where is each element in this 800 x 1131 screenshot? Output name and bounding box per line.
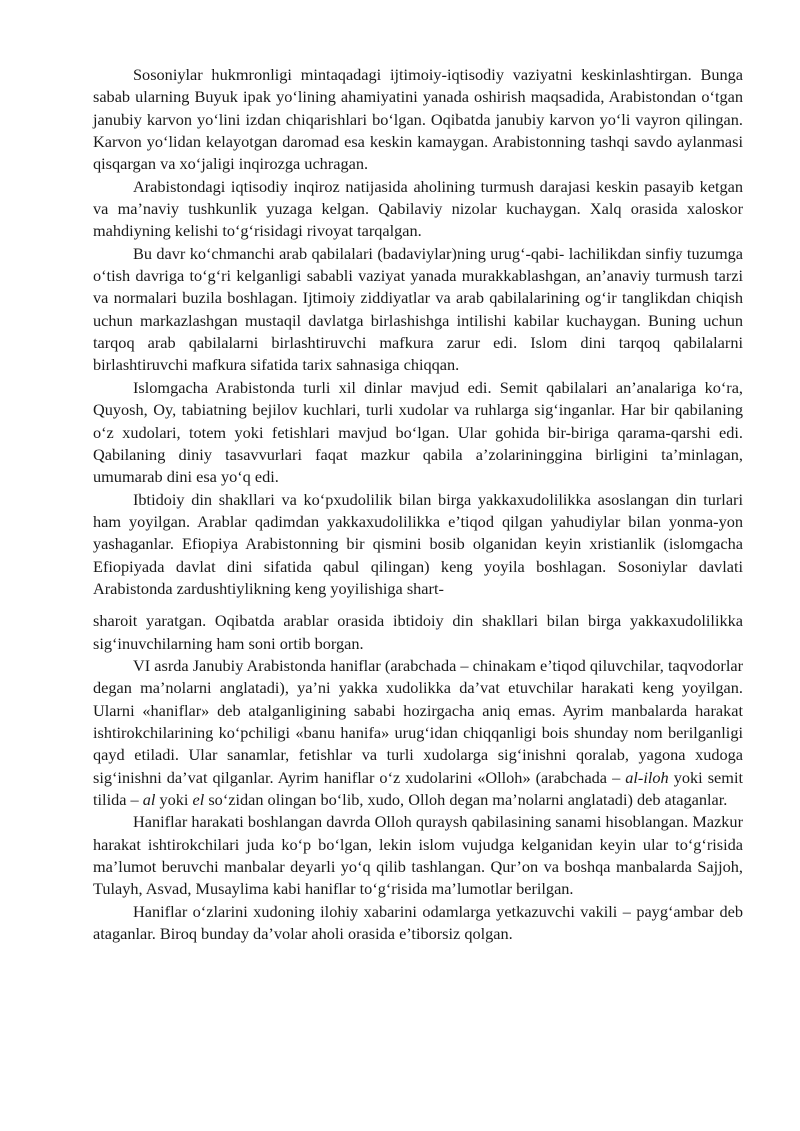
paragraph-haniflar-movement <box>93 655 743 811</box>
term-al: al <box>142 790 156 809</box>
hanif-text-part3: yoki <box>155 790 193 809</box>
paragraph-haniflar-sources: Haniflar harakati boshlangan davrda Olloh quraysh qabilasining sanami hisoblangan. Mazkur harakat ishtirokchilari juda ko‘p bo‘lgan, lekin islom vujudga kelganidan keyin ular to‘g‘risida ma’lumot beruvchi manbalar deyarli yo‘q qilib tashlangan. Qur’on va boshqa manbalarda Sajjoh, Tulayh, Asvad, Musaylima kabi haniflar to‘g‘risida ma’lumotlar berilgan. <box>93 812 743 899</box>
paragraph-monotheism-spread: Ibtidoiy din shakllari va ko‘pxudolilik bilan birga yakkaxudolilikka asoslangan din turlari ham yoyilgan. Arablar qadimdan yakkaxudolilikka e’tiqod qilgan yahudiylar bilan yonma-yon yashaganlar. Efiopiya Arabistonning bir qismini bosib olganidan keyin xristianlik (islomgacha Efiopiyada davlat dini sifatida qabul qilingan) keng yoyila boshlagan. Sosoniylar davlati Arabistonda zardushtiylikning keng yoyilishiga shart- <box>93 489 743 598</box>
paragraph-continuation: sharoit yaratgan. Oqibatda arablar orasida ibtidoiy din shakllari bilan birga yakkaxudolilikka sig‘inuvchilarning ham soni ortib borgan. <box>93 611 743 653</box>
paragraph-economic-crisis: Arabistondagi iqtisodiy inqiroz natijasida aholining turmush darajasi keskin pasayib ketgan va ma’naviy tushkunlik yuzaga kelgan. Qabilaviy nizolar kuchaygan. Xalq orasida xaloskor mahdiyning kelishi to‘g‘risidagi rivoyat tarqalgan. <box>93 176 743 241</box>
hanif-text-part1: VI asrda Janubiy Arabistonda haniflar (arabchada – chinakam e’tiqod qiluvchilar, taqvodorlar degan ma’nolarni anglatadi), ya’ni yakka xudolikka da’vat etuvchilar harakati keng yoyilgan. Ularni «haniflar» deb atalganligining sababi hozirgacha aniq emas. Ayrim manbalarda harakat ishtirokchilarining ko‘pchiligi «banu hanifa» urug‘idan chiqqanligi bois shunday nom berilganligi qayd etiladi. Ular sanamlar, fetishlar va turli xudolarga sig‘inishni qoralab, yagona xudoga sig‘inishni da’vat qilganlar. Ayrim haniflar o‘z xudolarini «Olloh» (arabchada – <box>93 655 743 787</box>
paragraph-sasanid-rule: Sosoniylar hukmronligi mintaqadagi ijtimoiy-iqtisodiy vaziyatni keskinlashtirgan. Bunga sabab ularning Buyuk ipak yo‘lining ahamiyatini yanada oshirish maqsadida, Arabistondan o‘tgan janubiy karvon yo‘lini izdan chiqarishlari bo‘lgan. Oqibatda janubiy karvon yo‘li vayron qilingan. Karvon yo‘lidan kelayotgan daromad esa keskin kamaygan. Arabistonning tashqi savdo aylanmasi qisqargan va xo‘jaligi inqirozga uchragan. <box>93 65 743 174</box>
term-al-iloh: al-iloh <box>625 767 669 787</box>
paragraph-pre-islamic-religions: Islomgacha Arabistonda turli xil dinlar mavjud edi. Semit qabilalari an’analariga ko‘ra, Quyosh, Oy, tabiatning bejilov kuchlari, turli xudolar va ruhlarga sig‘inganlar. Har bir qabilaning o‘z xudolari, totem yoki fetishlari mavjud bo‘lgan. Ular gohida bir-biriga qarama-qarshi edi. Qabilaning diniy tasavvurlari faqat mazkur qabila a’zolarininggina birligini ta’minlagan, umumarab dini esa yo‘q edi. <box>93 377 743 487</box>
hanif-text-part4: so‘zidan olingan bo‘lib, xudo, Olloh degan ma’nolarni anglatadi) deb ataganlar. <box>204 790 728 809</box>
term-el: el <box>192 790 205 809</box>
paragraph-haniflar-prophets: Haniflar o‘zlarini xudoning ilohiy xabarini odamlarga yetkazuvchi vakili – payg‘ambar deb ataganlar. Biroq bunday da’volar aholi orasida e’tiborsiz qolgan. <box>93 901 743 944</box>
paragraph-nomadic-tribes: Bu davr ko‘chmanchi arab qabilalari (badaviylar)ning urug‘-qabi- lachilikdan sinfiy tuzumga o‘tish davriga to‘g‘ri kelganligi sababli vaziyat yanada murakkablashgan, an’anaviy turmush tarzi va normalari buzila boshlagan. Ijtimoiy ziddiyatlar va arab qabilalarining og‘ir tanglikdan chiqish uchun markazlashgan mustaqil davlatga birlashishga intilishi kabilar kuchaygan. Buning uchun tarqoq arab qabilalarni birlashtiruvchi mafkura zarur edi. Islom dini tarqoq qabilalarni birlashtiruvchi mafkura sifatida tarix sahnasiga chiqqan. <box>93 243 743 375</box>
hanif-text-part2: yoki semit tilida – <box>93 767 743 809</box>
document-page <box>93 64 743 945</box>
